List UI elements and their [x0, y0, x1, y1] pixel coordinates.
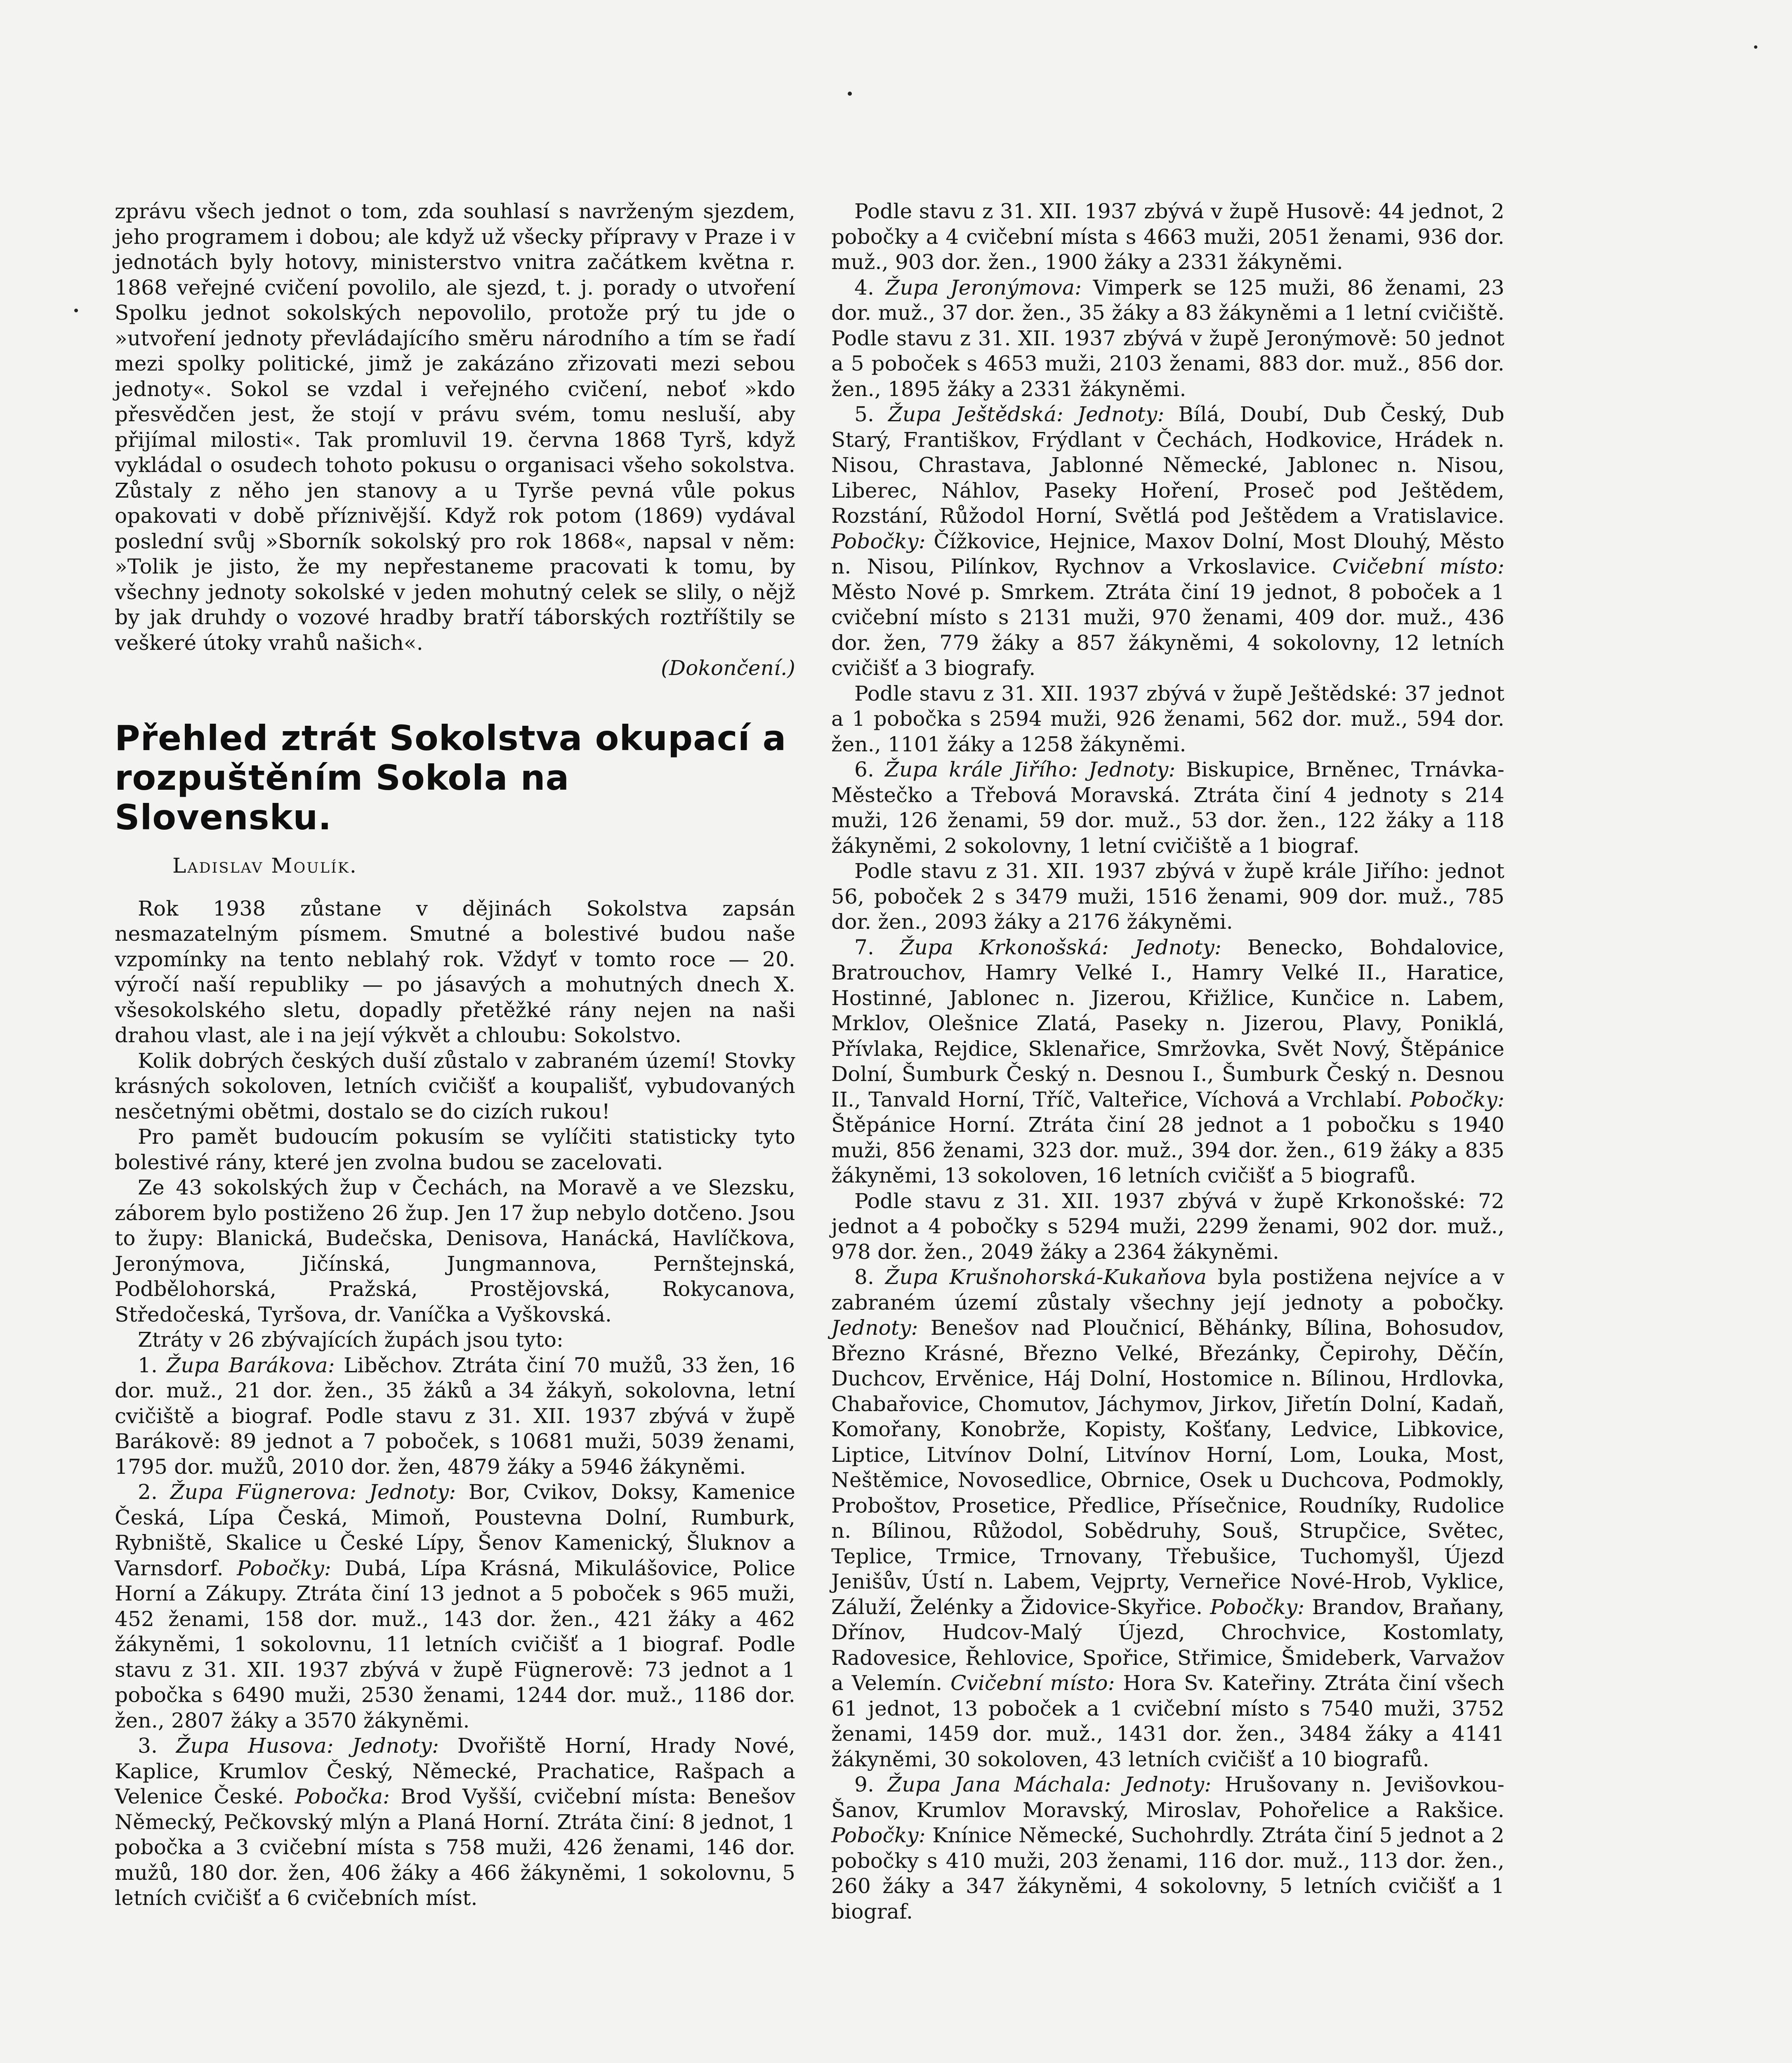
zupa-entry: 8. Župa Krušnohorská-Kukaňova byla postižena nejvíce a v zabraném území zůstaly všechny její jednoty a pobočky. Jednoty: Benešov nad Ploučnicí, Běhánky, Bílina, Bohosudov, Březno Krásné, Březno Velké, Březánky, Čepirohy, Děčín, Duchcov, Ervěnice, Háj Dolní, Hostomice n. Bílinou, Hrdlovka, Chabařovice, Chomutov, Jáchymov, Jirkov, Jiřetín Dolní, Kadaň, Komořany, Konobrže, Kopisty, Košťany, Ledvice, Libkovice, Liptice, Litvínov Dolní, Litvínov Horní, Lom, Louka, Most, Neštěmice, Novosedlice, Obrnice, Osek u Duchcova, Podmokly, Proboštov, Prosetice, Předlice, Přísečnice, Roudníky, Rudolice n. Bílinou, Růžodol, Sobědruhy, Souš, Strupčice, Světec, Teplice, Trmice, Trnovany, Třebušice, Tuchomyšl, Újezd Jenišův, Ústí n. Labem, Vejprty, Verneřice Nové-Hrob, Vyklice, Záluží, Želénky a Židovice-Skyřice. Pobočky: Brandov, Braňany, Dřínov, Hudcov-Malý Újezd, Chrochvice, Kostomlaty, Radovesice, Řehlovice, Spořice, Střimice, Šmideberk, Varvažov a Velemín. Cvičební místo: Hora Sv. Kateřiny. Ztráta činí všech 61 jednot, 13 poboček a 1 cvičební místo s 7540 muži, 3752 ženami, 1459 dor. muž., 1431 dor. žen., 3484 žáky a 4141 žákyněmi, 30 sokoloven, 43 letních cvičišť a 10 biografů. — [831, 1265, 1505, 1771]
zupa-text: Dvořiště Horní, Hrady Nové, Kaplice, Krumlov Český, Německé, Prachatice, Rašpach a Velenice České. — [115, 1734, 795, 1808]
zupa-label: Župa Krušnohorská-Kukaňova — [885, 1265, 1207, 1289]
zupa-text: Dubá, Lípa Krásná, Mikulášovice, Police Horní a Zákupy. Ztráta činí 13 jednot a 5 poboček s 965 muži, 452 ženami, 158 dor. muž., 143 dor. žen., 421 žáky a 462 žákyněmi, 1 sokolovnu, 11 letních cvičišť a 1 biograf. Podle stavu z 31. XII. 1937 zbývá v župě Fügnerově: 73 jednot a 1 pobočka s 6490 muži, 2530 ženami, 1244 dor. muž., 1186 dor. žen., 2807 žáky a 3570 žákyněmi. — [115, 1556, 795, 1733]
zupa-entry: 2. Župa Fügnerova: Jednoty: Bor, Cvikov, Doksy, Kamenice Česká, Lípa Česká, Mimoň, Poustevna Dolní, Rumburk, Rybniště, Skalice u České Lípy, Šenov Kamenický, Šluknov a Varnsdorf. Pobočky: Dubá, Lípa Krásná, Mikulášovice, Police Horní a Zákupy. Ztráta činí 13 jednot a 5 poboček s 965 muži, 452 ženami, 158 dor. muž., 143 dor. žen., 421 žáky a 462 žákyněmi, 1 sokolovnu, 11 letních cvičišť a 1 biograf. Podle stavu z 31. XII. 1937 zbývá v župě Fügnerově: 73 jednot a 1 pobočka s 6490 muži, 2530 ženami, 1244 dor. muž., 1186 dor. žen., 2807 žáky a 3570 žákyněmi. — [115, 1480, 796, 1733]
article-author: Ladislav Moulík. — [172, 853, 358, 878]
continuation-note: (Dokončení.) — [661, 656, 795, 680]
zupa-entry: 1. Župa Barákova: Liběchov. Ztráta činí 70 mužů, 33 žen, 16 dor. muž., 21 dor. žen., 35 žáků a 34 žákyň, sokolovna, letní cvičiště a biograf. Podle stavu z 31. XII. 1937 zbývá v župě Barákově: 89 jednot a 7 poboček, s 10681 muži, 5039 ženami, 1795 dor. mužů, 2010 dor. žen, 4879 žáky a 5946 žákyněmi. — [115, 1353, 795, 1479]
zupa-label: Župa krále Jiřího: Jednoty: — [884, 758, 1176, 781]
stats-paragraph: Podle stavu z 31. XII. 1937 zbývá v župě Husově: 44 jednot, 2 pobočky a 4 cvičební místa s 4663 muži, 2051 ženami, 936 dor. muž., 903 dor. žen., 1900 žáky a 2331 žákyněmi. — [831, 199, 1504, 274]
continued-text: zprávu všech jednot o tom, zda souhlasí s navrženým sjezdem, jeho programem i dobou; ale když už všecky přípravy v Praze i v jednotách byly hotovy, ministerstvo vnitra začátkem května r. 1868 veřejné cvičení povolilo, ale sjezd, t. j. porady o utvoření Spolku jednot sokolských nepovolilo, protože prý tu jde o »utvoření jednoty převládajícího směru národního a tím se řadí mezi spolky politické, jimž je zakázáno zřizovati mezi sebou jednoty«. Sokol se vzdal i veřejného cvičení, neboť »kdo přesvědčen jest, že stojí v právu svém, tomu nesluší, aby přijímal milosti«. Tak promluvil 19. června 1868 Tyrš, když vykládal o osudech tohoto pokusu o organisaci všeho sokolstva. Zůstaly z něho jen stanovy a u Tyrše pevná vůle pokus opakovati v době příznivější. Když rok potom (1869) vydával poslední svůj »Sborník sokolský pro rok 1868«, napsal v něm: »Tolik je jisto, že my nepřestaneme pracovati k tomu, by všechny jednoty sokolské v jeden mohutný celek se slily, o nějž by jak druhdy o vozové hradby bratří táborských roztříštily se veškeré útoky vrahů našich«. — [115, 199, 795, 655]
zupa-label: Župa Jeronýmova: — [885, 275, 1082, 300]
zupa-label: Pobočka: — [295, 1784, 390, 1808]
zupa-text: Brod Vyšší, cvičební místa: Benešov Německý, Pečkovský mlýn a Planá Horní. Ztráta činí: 8 jednot, 1 pobočka a 3 cvičební místa s 758 muži, 426 ženami, 146 dor. mužů, 180 dor. žen, 406 žáky a 466 žákyněmi, 1 sokolovnu, 5 letních cvičišť a 6 cvičebních míst. — [115, 1784, 796, 1910]
paragraph: Ze 43 sokolských žup v Čechách, na Moravě a ve Slezsku, záborem bylo postiženo 26 žup. Jen 17 žup nebylo dotčeno. Jsou to župy: Blanická, Budečska, Denisova, Hanácká, Havlíčkova, Jeronýmova, Jičínská, Jungmannova, Pernštejnská, Podbělohorská, Pražská, Prostějovská, Rokycanova, Středočeská, Tyršova, dr. Vaníčka a Vyškovská. — [115, 1175, 795, 1327]
zupa-text: Hora Sv. Kateřiny. Ztráta činí všech 61 jednot, 13 poboček a 1 cvičební místo s 7540 muži, 3752 ženami, 1459 dor. muž., 1431 dor. žen., 3484 žáky a 4141 žákyněmi, 30 sokoloven, 43 letních cvičišť a 10 biografů. — [831, 1671, 1504, 1771]
zupa-text: Hrušovany n. Jevišovkou-Šanov, Krumlov Moravský, Miroslav, Pohořelice a Rakšice. — [831, 1773, 1505, 1822]
zupa-text: Benecko, Bohdalovice, Bratrouchov, Hamry Velké I., Hamry Velké II., Haratice, Hostinné, Jablonec n. Jizerou, Křižlice, Kunčice n. Labem, Mrklov, Olešnice Zlatá, Paseky n. Jizerou, Plavy, Poniklá, Přívlaka, Rejdice, Sklenařice, Smržovka, Svět Nový, Štěpánice Dolní, Šumburk Český n. Desnou I., Šumburk Český n. Desnou II., Tanvald Horní, Tříč, Valteřice, Víchová a Vrchlabí. — [831, 935, 1504, 1112]
zupa-label: Pobočky: — [237, 1556, 331, 1580]
zupa-entry: 3. Župa Husova: Jednoty: Dvořiště Horní, Hrady Nové, Kaplice, Krumlov Český, Německé, Prachatice, Rašpach a Velenice České. Pobočka: Brod Vyšší, cvičební místa: Benešov Německý, Pečkovský mlýn a Planá Horní. Ztráta činí: 8 jednot, 1 pobočka a 3 cvičební místa s 758 muži, 426 ženami, 146 dor. mužů, 180 dor. žen, 406 žáky a 466 žákyněmi, 1 sokolovnu, 5 letních cvičišť a 6 cvičebních míst. — [115, 1734, 796, 1910]
zupa-label: Pobočky: — [831, 1823, 926, 1847]
zupa-label: Jednoty: — [831, 1316, 918, 1340]
paragraph: Kolik dobrých českých duší zůstalo v zabraném území! Stovky krásných sokoloven, letních cvičišť a koupališť, vybudovaných nesčetnými obětmi, dostalo se do cizích rukou! — [115, 1048, 795, 1124]
zupa-text: Čížkovice, Hejnice, Maxov Dolní, Most Dlouhý, Město n. Nisou, Pilínkov, Rychnov a Vrkoslavice. — [831, 529, 1504, 578]
zupa-label: Župa Krkonošská: Jednoty: — [900, 935, 1222, 959]
article-title: Přehled ztrát Sokolstva okupací a rozpuštěním Sokola na Slovensku. — [115, 718, 787, 838]
zupa-entry: 9. Župa Jana Máchala: Jednoty: Hrušovany n. Jevišovkou-Šanov, Krumlov Moravský, Miroslav, Pohořelice a Rakšice. Pobočky: Knínice Německé, Suchohrdly. Ztráta činí 5 jednot a 2 pobočky s 410 muži, 203 ženami, 116 dor. muž., 113 dor. žen., 260 žáky a 347 žákyněmi, 4 sokolovny, 5 letních cvičišť a 1 biograf. — [831, 1773, 1505, 1924]
zupa-text: Brandov, Braňany, Dřínov, Hudcov-Malý Újezd, Chrochvice, Kostomlaty, Radovesice, Řehlovice, Spořice, Střimice, Šmideberk, Varvažov a Velemín. — [831, 1595, 1505, 1695]
zupa-text: Město Nové p. Smrkem. Ztráta činí 19 jednot, 8 poboček a 1 cvičební místo s 2131 muži, 970 ženami, 409 dor. muž., 436 dor. žen, 779 žáky a 857 žákyněmi, 4 sokolovny, 12 letních cvičišť a 3 biografy. — [831, 580, 1504, 680]
paragraph: Ztráty v 26 zbývajících župách jsou tyto: — [138, 1328, 564, 1352]
zupa-entry: 4. Župa Jeronýmova: Vimperk se 125 muži, 86 ženami, 23 dor. muž., 37 dor. žen., 35 žáky a 83 žákyněmi a 1 letní cvičiště. Podle stavu z 31. XII. 1937 zbývá v župě Jeronýmově: 50 jednot a 5 poboček s 4653 muži, 2103 ženami, 883 dor. muž., 856 dor. žen., 1895 žáky a 2331 žákyněmi. — [831, 275, 1505, 401]
scan-speck — [1754, 45, 1757, 49]
zupa-label: Pobočky: — [831, 529, 926, 553]
stats-paragraph: Podle stavu z 31. XII. 1937 zbývá v župě krále Jiřího: jednot 56, poboček 2 s 3479 muži, 1516 ženami, 909 dor. muž., 785 dor. žen., 2093 žáky a 2176 žákyněmi. — [831, 859, 1504, 934]
zupa-text: Liběchov. Ztráta činí 70 mužů, 33 žen, 16 dor. muž., 21 dor. žen., 35 žáků a 34 žákyň, sokolovna, letní cvičiště a biograf. Podle stavu z 31. XII. 1937 zbývá v župě Barákově: 89 jednot a 7 poboček, s 10681 muži, 5039 ženami, 1795 dor. mužů, 2010 dor. žen, 4879 žáky a 5946 žákyněmi. — [115, 1353, 795, 1479]
zupa-label: Župa Fügnerova: Jednoty: — [170, 1480, 456, 1504]
zupa-text: Benešov nad Ploučnicí, Běhánky, Bílina, Bohosudov, Březno Krásné, Březno Velké, Březánky, Čepirohy, Děčín, Duchcov, Ervěnice, Háj Dolní, Hostomice n. Bílinou, Hrdlovka, Chabařovice, Chomutov, Jáchymov, Jirkov, Jiřetín Dolní, Kadaň, Komořany, Konobrže, Kopisty, Košťany, Ledvice, Libkovice, Liptice, Litvínov Dolní, Litvínov Horní, Lom, Louka, Most, Neštěmice, Novosedlice, Obrnice, Osek u Duchcova, Podmokly, Proboštov, Prosetice, Předlice, Přísečnice, Roudníky, Rudolice n. Bílinou, Růžodol, Sobědruhy, Souš, Strupčice, Světec, Teplice, Trmice, Trnovany, Třebušice, Tuchomyšl, Újezd Jenišův, Ústí n. Labem, Vejprty, Verneřice Nové-Hrob, Vyklice, Záluží, Želénky a Židovice-Skyřice. — [831, 1316, 1504, 1619]
left-column — [115, 199, 795, 1911]
zupa-text: byla postižena nejvíce a v zabraném území zůstaly všechny její jednoty a pobočky. — [831, 1265, 1505, 1315]
zupa-label: Cvičební místo: — [950, 1671, 1115, 1695]
paragraph: Pro pamět budoucím pokusím se vylíčiti statisticky tyto bolestivé rány, které jen zvolna budou se zacelovati. — [115, 1125, 795, 1174]
scan-speck — [848, 92, 852, 96]
zupa-label: Pobočky: — [1410, 1087, 1504, 1112]
zupa-entry: 7. Župa Krkonošská: Jednoty: Benecko, Bohdalovice, Bratrouchov, Hamry Velké I., Hamry Velké II., Haratice, Hostinné, Jablonec n. Jizerou, Křižlice, Kunčice n. Labem, Mrklov, Olešnice Zlatá, Paseky n. Jizerou, Plavy, Poniklá, Přívlaka, Rejdice, Sklenařice, Smržovka, Svět Nový, Štěpánice Dolní, Šumburk Český n. Desnou I., Šumburk Český n. Desnou II., Tanvald Horní, Tříč, Valteřice, Víchová a Vrchlabí. Pobočky: Štěpánice Horní. Ztráta činí 28 jednot a 1 pobočku s 1940 muži, 856 ženami, 323 dor. muž., 394 dor. žen., 619 žáky a 835 žákyněmi, 13 sokoloven, 16 letních cvičišť a 5 biografů. — [831, 935, 1504, 1187]
zupa-label: Cvičební místo: — [1332, 555, 1504, 578]
stats-paragraph: Podle stavu z 31. XII. 1937 zbývá v župě Krkonošské: 72 jednot a 4 pobočky s 5294 muži, 2299 ženami, 902 dor. muž., 978 dor. žen., 2049 žáky a 2364 žákyněmi. — [831, 1189, 1504, 1264]
zupa-label: Pobočky: — [1210, 1595, 1305, 1619]
zupa-text: Vimperk se 125 muži, 86 ženami, 23 dor. muž., 37 dor. žen., 35 žáky a 83 žákyněmi a 1 letní cvičiště. Podle stavu z 31. XII. 1937 zbývá v župě Jeronýmově: 50 jednot a 5 poboček s 4653 muži, 2103 ženami, 883 dor. muž., 856 dor. žen., 1895 žáky a 2331 žákyněmi. — [831, 275, 1505, 401]
stats-paragraph: Podle stavu z 31. XII. 1937 zbývá v župě Ještědské: 37 jednot a 1 pobočka s 2594 muži, 926 ženami, 562 dor. muž., 594 dor. žen., 1101 žáky a 1258 žákyněmi. — [831, 681, 1504, 756]
right-column — [831, 199, 1504, 1924]
scan-speck — [74, 309, 78, 312]
paragraph: Rok 1938 zůstane v dějinách Sokolstva zapsán nesmazatelným písmem. Smutné a bolestivé budou naše vzpomínky na tento neblahý rok. Vždyť v tomto roce — 20. výročí naší republiky — po jásavých a mohutných dnech X. všesokolského sletu, dopadly přetěžké rány nejen na naši drahou vlast, ale i na její výkvět a chloubu: Sokolstvo. — [115, 896, 795, 1047]
zupa-text: Knínice Německé, Suchohrdly. Ztráta činí 5 jednot a 2 pobočky s 410 muži, 203 ženami, 116 dor. muž., 113 dor. žen., 260 žáky a 347 žákyněmi, 4 sokolovny, 5 letních cvičišť a 1 biograf. — [831, 1823, 1504, 1924]
zupa-text: Bílá, Doubí, Dub Český, Dub Starý, Františkov, Frýdlant v Čechách, Hodkovice, Hrádek n. Nisou, Chrastava, Jablonné Německé, Jablonec n. Nisou, Liberec, Náhlov, Paseky Hoření, Proseč pod Ještědem, Rozstání, Růžodol Horní, Světlá pod Ještědem a Vratislavice. — [831, 402, 1505, 528]
zupa-label: Župa Barákova: — [166, 1353, 335, 1377]
zupa-text: Štěpánice Horní. Ztráta činí 28 jednot a 1 pobočku s 1940 muži, 856 ženami, 323 dor. muž., 394 dor. žen., 619 žáky a 835 žákyněmi, 13 sokoloven, 16 letních cvičišť a 5 biografů. — [831, 1113, 1504, 1187]
zupa-text: Bor, Cvikov, Doksy, Kamenice Česká, Lípa Česká, Mimoň, Poustevna Dolní, Rumburk, Rybniště, Skalice u České Lípy, Šenov Kamenický, Šluknov a Varnsdorf. — [115, 1480, 796, 1580]
zupa-text: Biskupice, Brněnec, Trnávka-Městečko a Třebová Moravská. Ztráta činí 4 jednoty s 214 muži, 126 ženami, 59 dor. muž., 53 dor. žen., 122 žáky a 118 žákyněmi, 2 sokolovny, 1 letní cvičiště a 1 biograf. — [831, 758, 1505, 858]
zupa-entry: 5. Župa Ještědská: Jednoty: Bílá, Doubí, Dub Český, Dub Starý, Františkov, Frýdlant v Čechách, Hodkovice, Hrádek n. Nisou, Chrastava, Jablonné Německé, Jablonec n. Nisou, Liberec, Náhlov, Paseky Hoření, Proseč pod Ještědem, Rozstání, Růžodol Horní, Světlá pod Ještědem a Vratislavice. Pobočky: Čížkovice, Hejnice, Maxov Dolní, Most Dlouhý, Město n. Nisou, Pilínkov, Rychnov a Vrkoslavice. Cvičební místo: Město Nové p. Smrkem. Ztráta činí 19 jednot, 8 poboček a 1 cvičební místo s 2131 muži, 970 ženami, 409 dor. muž., 436 dor. žen, 779 žáky a 857 žákyněmi, 4 sokolovny, 12 letních cvičišť a 3 biografy. — [831, 402, 1505, 680]
zupa-label: Župa Jana Máchala: Jednoty: — [887, 1773, 1212, 1796]
zupa-label: Župa Ještědská: Jednoty: — [888, 402, 1165, 426]
zupa-label: Župa Husova: Jednoty: — [176, 1734, 439, 1758]
zupa-entry: 6. Župa krále Jiřího: Jednoty: Biskupice, Brněnec, Trnávka-Městečko a Třebová Moravská. Ztráta činí 4 jednoty s 214 muži, 126 ženami, 59 dor. muž., 53 dor. žen., 122 žáky a 118 žákyněmi, 2 sokolovny, 1 letní cvičiště a 1 biograf. — [831, 758, 1505, 858]
